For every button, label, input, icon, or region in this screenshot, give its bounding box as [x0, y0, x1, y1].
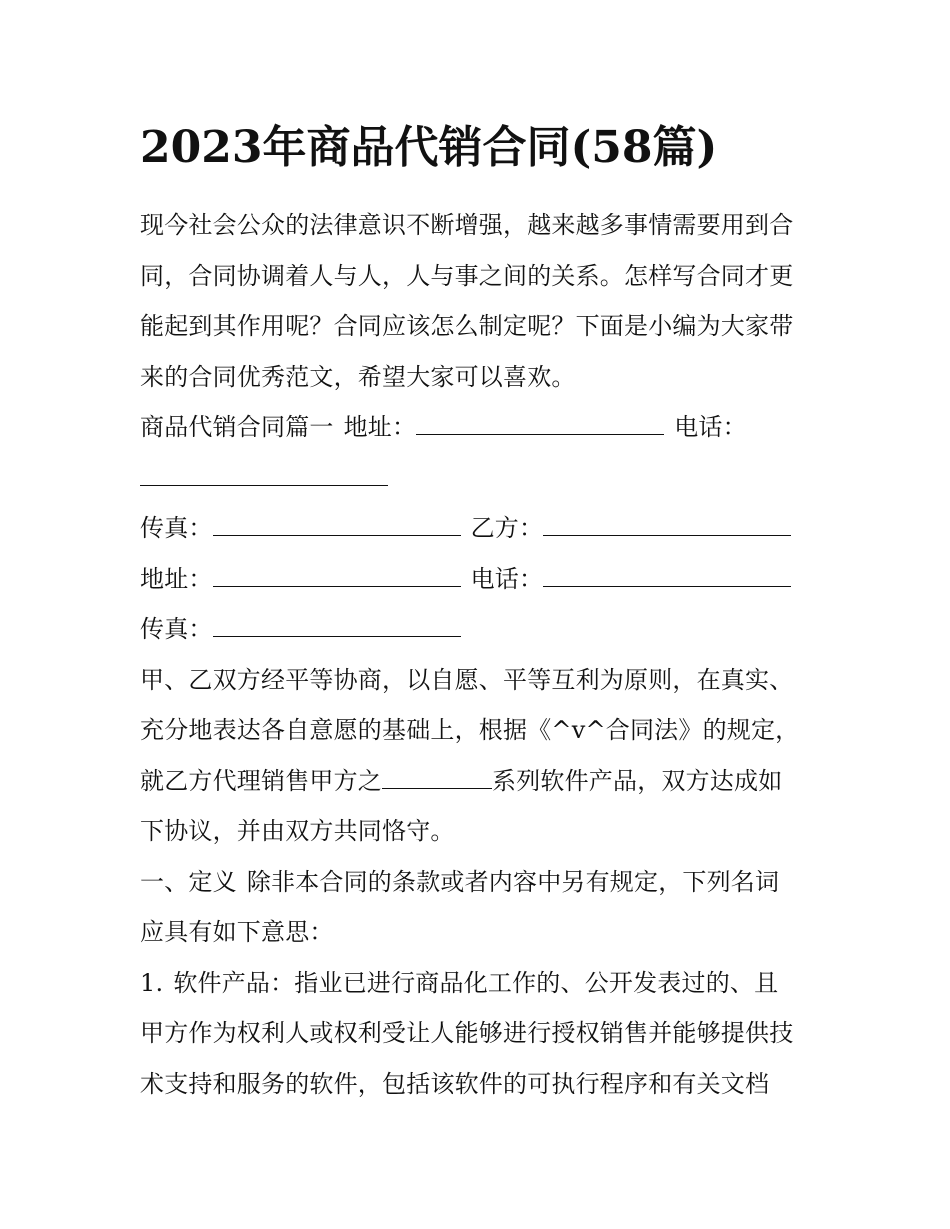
intro-line: 同，合同协调着人与人，人与事之间的关系。怎样写合同才更: [140, 261, 794, 290]
intro-line: 现今社会公众的法律意识不断增强，越来越多事情需要用到合: [140, 211, 794, 239]
party-a-phone-row: [140, 453, 812, 504]
party-b-label: 乙方：: [470, 514, 544, 542]
party-b-name-blank: [543, 517, 791, 536]
preamble-line: 充分地表达各自意愿的基础上，根据《^v^合同法》的规定，: [140, 716, 800, 744]
item-number: 1.: [140, 968, 164, 997]
party-a-address-label: 地址：: [343, 413, 417, 441]
definitions-line: 应具有如下意思：: [140, 918, 334, 946]
definition-item-line: 术支持和服务的软件，包括该软件的可执行程序和有关文档: [140, 1069, 770, 1098]
party-b-address-label: 地址：: [140, 564, 213, 593]
preamble-line: 下协议，并由双方共同恪守。: [140, 817, 455, 845]
party-a-fax-blank: [213, 517, 461, 536]
definition-item: [140, 958, 812, 1009]
party-a-address-blank: [416, 416, 664, 435]
preamble-text: 系列软件产品，双方达成如: [492, 766, 783, 795]
item-text: 软件产品：指业已进行商品化工作的、公开发表过的、且: [173, 968, 779, 997]
intro-line: 能起到其作用呢？合同应该怎么制定呢？下面是小编为大家带: [140, 312, 794, 340]
preamble-text: 就乙方代理销售甲方之: [140, 766, 382, 795]
party-b-phone-label: 电话：: [470, 564, 544, 593]
party-b-contact-row: [140, 554, 812, 605]
document-title: 2023年商品代销合同(58篇): [140, 122, 718, 173]
intro-line: 来的合同优秀范文，希望大家可以喜欢。: [140, 362, 576, 391]
product-series-blank: [382, 770, 492, 789]
definitions-heading: 一、定义: [140, 867, 237, 896]
party-a-phone-blank: [140, 467, 388, 486]
definitions-text: 除非本合同的条款或者内容中另有规定，下列名词: [246, 867, 780, 896]
definition-item-line: 甲方作为权利人或权利受让人能够进行授权销售并能够提供技: [140, 1019, 794, 1047]
party-a-fax-row: [140, 503, 812, 554]
party-b-phone-blank: [543, 568, 791, 587]
party-a-fax-label: 传真：: [140, 514, 213, 542]
definitions-heading-row: [140, 857, 812, 908]
preamble-line: [140, 756, 812, 807]
party-b-fax-row: [140, 604, 812, 655]
party-b-fax-blank: [213, 618, 461, 637]
party-a-phone-label: 电话：: [674, 413, 747, 441]
document-body: [140, 200, 812, 1109]
section-label: 商品代销合同篇一: [140, 413, 334, 441]
party-b-address-blank: [213, 568, 461, 587]
preamble-line: 甲、乙双方经平等协商，以自愿、平等互利为原则，在真实、: [140, 665, 794, 694]
party-a-row: [140, 402, 812, 453]
party-b-fax-label: 传真：: [140, 615, 213, 643]
